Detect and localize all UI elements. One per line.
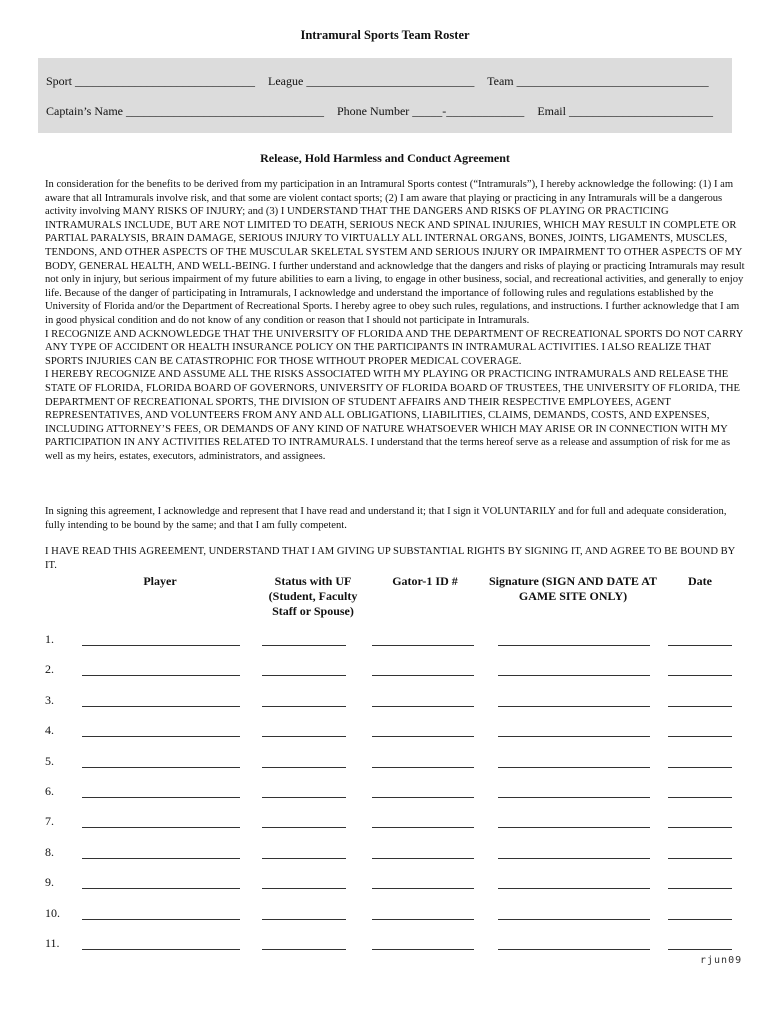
signature-line[interactable] bbox=[498, 919, 650, 920]
signature-line[interactable] bbox=[498, 706, 650, 707]
player-name-line[interactable] bbox=[82, 888, 240, 889]
team-info-box bbox=[38, 58, 732, 133]
status-line[interactable] bbox=[262, 888, 346, 889]
row-number: 2. bbox=[45, 662, 54, 677]
header-signature: Signature (SIGN AND DATE AT GAME SITE ONLY) bbox=[488, 574, 658, 603]
signature-line[interactable] bbox=[498, 858, 650, 859]
agreement-text bbox=[45, 178, 745, 463]
table-row bbox=[0, 934, 770, 954]
status-line[interactable] bbox=[262, 767, 346, 768]
status-line[interactable] bbox=[262, 919, 346, 920]
row-number: 10. bbox=[45, 905, 60, 920]
table-row bbox=[0, 873, 770, 893]
sport-field[interactable]: Sport ______________________________ bbox=[46, 74, 256, 88]
agreement-paragraph-insurance: I RECOGNIZE AND ACKNOWLEDGE THAT THE UNIVERSITY OF FLORIDA AND THE DEPARTMENT OF RECREATIONAL SPORTS DO NOT CARRY ANY TYPE OF ACCIDENT OR HEALTH INSURANCE POLICY ON THE PARTICIPANTS IN INTRAMURAL ACTIVITIES. I ALSO REALIZE THAT SPORTS INJURIES CAN BE CATASTROPHIC FOR THOSE WITHOUT PROPER MEDICAL COVERAGE. bbox=[45, 328, 743, 367]
row-number: 1. bbox=[45, 632, 54, 646]
player-name-line[interactable] bbox=[82, 675, 240, 676]
gator-id-line[interactable] bbox=[372, 919, 474, 920]
page-title: Intramural Sports Team Roster bbox=[300, 28, 470, 42]
player-name-line[interactable] bbox=[82, 736, 240, 737]
signature-line[interactable] bbox=[498, 675, 650, 676]
email-field[interactable]: Email ________________________ bbox=[537, 104, 713, 118]
row-number: 5. bbox=[45, 753, 54, 768]
status-line[interactable] bbox=[262, 858, 346, 859]
table-row bbox=[0, 812, 770, 832]
status-line[interactable] bbox=[262, 645, 346, 646]
date-line[interactable] bbox=[668, 797, 732, 798]
form-code: rjun09 bbox=[700, 955, 743, 966]
gator-id-line[interactable] bbox=[372, 949, 474, 950]
table-row bbox=[0, 630, 770, 650]
table-row bbox=[0, 721, 770, 741]
agreement-heading: Release, Hold Harmless and Conduct Agreement bbox=[260, 151, 510, 165]
gator-id-line[interactable] bbox=[372, 706, 474, 707]
row-number: 9. bbox=[45, 875, 54, 890]
signature-line[interactable] bbox=[498, 888, 650, 889]
agreement-paragraph-1: In consideration for the benefits to be derived from my participation in an Intramural Sports contest (“Intramurals”), I hereby acknowledge the following: (1) I am aware that all Intramurals involve risk, and that some are violent contact sports; (2) I am aware that playing or practicing in any Intramurals will be a dangerous activity involving MANY RISKS OF INJURY; and (3) I UNDERSTAND THAT THE DANGERS AND RISKS OF PLAYING OR PRACTICING INTRAMURALS INCLUDE, BUT ARE NOT LIMITED TO DEATH, SERIOUS NECK AND SPINAL INJURIES, WHICH MAY RESULT IN COMPLETE OR PARTIAL PARALYSIS, BRAIN DAMAGE, SERIOUS INJURY TO VIRTUALLY ALL INTERNAL ORGANS, BONES, JOINTS, LIGAMENTS, MUSCLES, TENDONS, AND OTHER ASPECTS OF THE MUSCULAR SKELETAL SYSTEM AND SERIOUS INJURY OR IMPAIRMENT TO OTHER ASPECTS OF MY BODY, GENERAL HEALTH, AND WELL-BEING. I further understand and acknowledge that the dangers and risks of playing or practicing Intramurals may result not only in injury, but serious impairment of my future abilities to earn a living, to engage in other business, social, and recreational activities, and generally to enjoy life. Because of the danger of participating in Intramurals, I acknowledge and understand the importance of following rules and regulations established by the University of Florida and/or the Department of Recreational Sports. I hereby agree to obey such rules, regulations, and instructions. I further acknowledge that I am in good physical condition and do not know of any condition or reason that I should not participate in Intramurals. bbox=[45, 179, 745, 326]
status-line[interactable] bbox=[262, 827, 346, 828]
agreement-paragraph-2: In signing this agreement, I acknowledge and represent that I have read and understand it; that I sign it VOLUNTARILY and for full and adequate consideration, fully intending to be bound by the same; and that I am fully competent. bbox=[45, 506, 727, 531]
table-row bbox=[0, 752, 770, 772]
player-name-line[interactable] bbox=[82, 797, 240, 798]
row-number: 7. bbox=[45, 814, 54, 829]
header-date: Date bbox=[688, 574, 712, 588]
player-name-line[interactable] bbox=[82, 827, 240, 828]
gator-id-line[interactable] bbox=[372, 675, 474, 676]
status-line[interactable] bbox=[262, 675, 346, 676]
signature-line[interactable] bbox=[498, 797, 650, 798]
date-line[interactable] bbox=[668, 949, 732, 950]
signature-line[interactable] bbox=[498, 949, 650, 950]
signature-line[interactable] bbox=[498, 827, 650, 828]
agreement-paragraph-release: I HEREBY RECOGNIZE AND ASSUME ALL THE RISKS ASSOCIATED WITH MY PLAYING OR PRACTICING INTRAMURALS AND RELEASE THE STATE OF FLORIDA, FLORIDA BOARD OF GOVERNORS, UNIVERSITY OF FLORIDA BOARD OF TRUSTEES, THE UNIVERSITY OF FLORIDA, THE DEPARTMENT OF RECREATIONAL SPORTS, THE DIVISION OF STUDENT AFFAIRS AND THEIR RESPECTIVE EMPLOYEES, AGENT REPRESENTATIVES, AND VOLUNTEERS FROM ANY AND ALL OBLIGATIONS, LIABILITIES, CLAIMS, DEMANDS, COSTS, AND EXPENSES, INCLUDING ATTORNEY’S FEES, OR DEMANDS OF ANY KIND OF NATURE WHATSOEVER WHICH MAY ARISE OR IN CONNECTION WITH MY PARTICIPATION IN ANY ACTIVITIES RELATED TO INTRAMURALS. I understand that the terms hereof serve as a release and assumption of risk for me as well as my heirs, estates, executors, administrators, and assignees. bbox=[45, 369, 740, 462]
table-row bbox=[0, 782, 770, 802]
row-number: 3. bbox=[45, 692, 54, 707]
table-row bbox=[0, 691, 770, 711]
player-name-line[interactable] bbox=[82, 919, 240, 920]
date-line[interactable] bbox=[668, 827, 732, 828]
gator-id-line[interactable] bbox=[372, 645, 474, 646]
gator-id-line[interactable] bbox=[372, 767, 474, 768]
signature-line[interactable] bbox=[498, 645, 650, 646]
info-row-1 bbox=[46, 74, 719, 89]
gator-id-line[interactable] bbox=[372, 888, 474, 889]
date-line[interactable] bbox=[668, 706, 732, 707]
row-number: 8. bbox=[45, 844, 54, 859]
date-line[interactable] bbox=[668, 767, 732, 768]
row-number: 4. bbox=[45, 723, 54, 738]
date-line[interactable] bbox=[668, 919, 732, 920]
table-row bbox=[0, 843, 770, 863]
date-line[interactable] bbox=[668, 858, 732, 859]
header-status: Status with UF (Student, Faculty Staff or Spouse) bbox=[268, 574, 358, 618]
gator-id-line[interactable] bbox=[372, 736, 474, 737]
date-line[interactable] bbox=[668, 736, 732, 737]
signature-line[interactable] bbox=[498, 767, 650, 768]
date-line[interactable] bbox=[668, 645, 732, 646]
player-name-line[interactable] bbox=[82, 645, 240, 646]
agreement-paragraph-3: I HAVE READ THIS AGREEMENT, UNDERSTAND THAT I AM GIVING UP SUBSTANTIAL RIGHTS BY SIGNING IT, AND AGREE TO BE BOUND BY IT. bbox=[45, 546, 735, 571]
date-line[interactable] bbox=[668, 675, 732, 676]
gator-id-line[interactable] bbox=[372, 797, 474, 798]
gator-id-line[interactable] bbox=[372, 827, 474, 828]
row-number: 11. bbox=[45, 936, 60, 950]
player-name-line[interactable] bbox=[82, 767, 240, 768]
team-field[interactable]: Team ________________________________ bbox=[487, 74, 709, 88]
gator-id-line[interactable] bbox=[372, 858, 474, 859]
player-name-line[interactable] bbox=[82, 949, 240, 950]
header-gator-id: Gator-1 ID # bbox=[392, 574, 458, 588]
signature-line[interactable] bbox=[498, 736, 650, 737]
header-player: Player bbox=[143, 574, 177, 588]
status-line[interactable] bbox=[262, 797, 346, 798]
captain-name-field[interactable]: Captain’s Name _________________________________ bbox=[46, 104, 324, 118]
date-line[interactable] bbox=[668, 888, 732, 889]
league-field[interactable]: League ____________________________ bbox=[268, 74, 475, 88]
player-name-line[interactable] bbox=[82, 858, 240, 859]
table-row bbox=[0, 660, 770, 680]
status-line[interactable] bbox=[262, 949, 346, 950]
phone-number-field[interactable]: Phone Number _____-_____________ bbox=[336, 104, 525, 118]
status-line[interactable] bbox=[262, 736, 346, 737]
table-row bbox=[0, 904, 770, 924]
info-row-2 bbox=[46, 104, 723, 119]
player-name-line[interactable] bbox=[82, 706, 240, 707]
row-number: 6. bbox=[45, 784, 54, 798]
status-line[interactable] bbox=[262, 706, 346, 707]
